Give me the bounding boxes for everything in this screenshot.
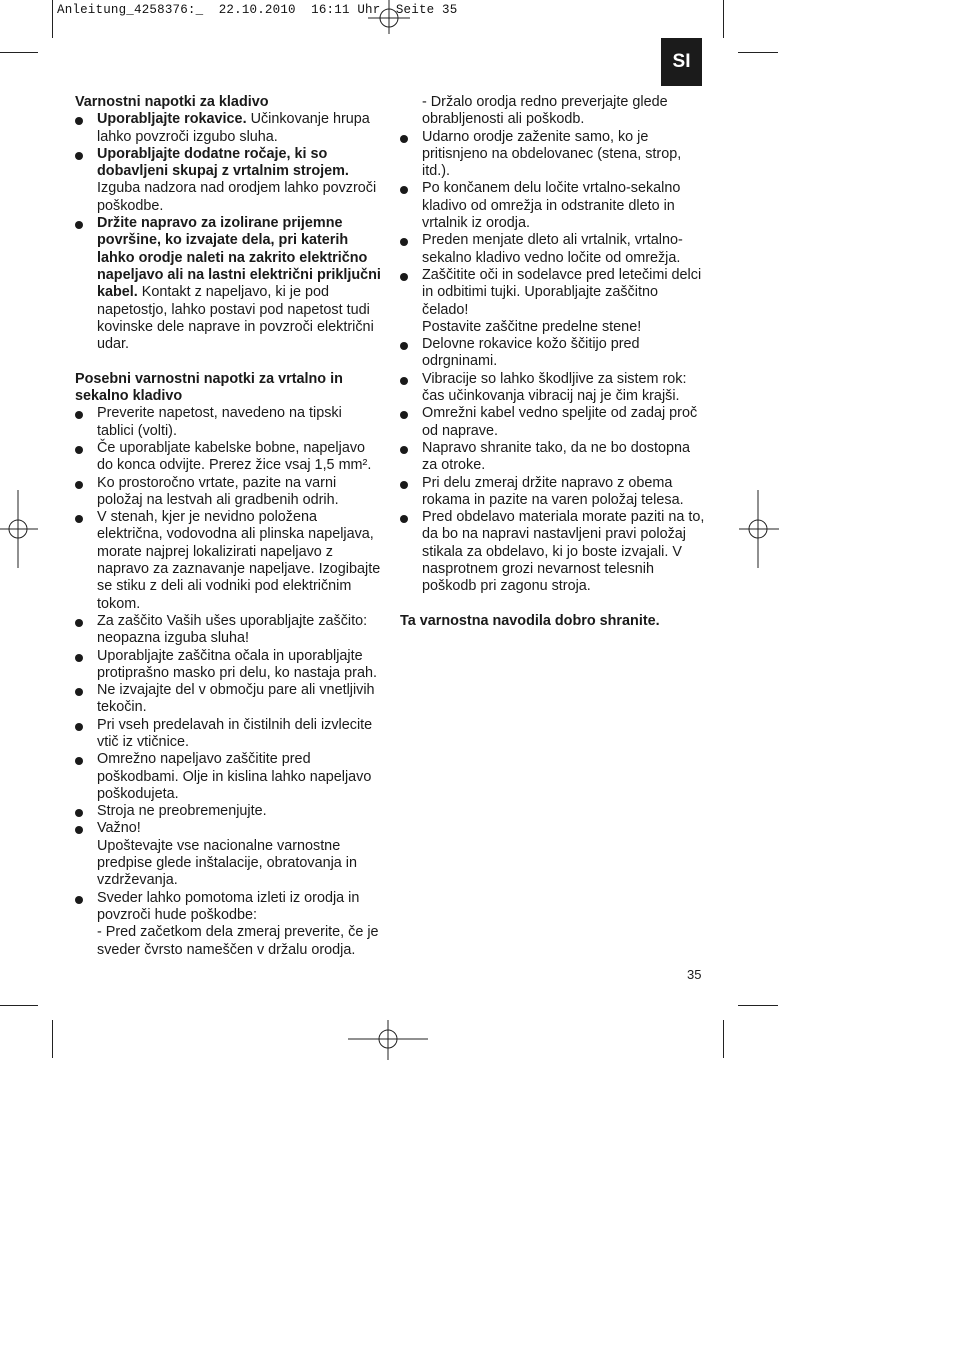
bullet-list (400, 129, 706, 596)
crop-mark (0, 1005, 38, 1006)
list-item: Po končanem delu ločite vrtalno-sekalno kladivo od omrežja in odstranite dleto in vrtalnik iz orodja. (400, 180, 706, 232)
list-item: Uporabljajte dodatne ročaje, ki so dobavljeni skupaj z vrtalnim strojem. Izguba nadzora nad orodjem lahko povzroči poškodbe. (75, 146, 381, 215)
list-item: Držite napravo za izolirane prijemne površine, ko izvajate dela, pri katerih lahko orodje naleti na zakrito električno napeljavo ali na lastni električni priključni kabel. Kontakt z napeljavo, ki je pod napetostjo, lahko postavi pod napetost tudi kovinske dele naprave in povzroči električni udar. (75, 215, 381, 353)
bullet-list (75, 111, 381, 353)
crop-mark (0, 52, 38, 53)
list-item: Napravo shranite tako, da ne bo dostopna za otroke. (400, 440, 706, 475)
list-item: Delovne rokavice kožo ščitijo pred odrgninami. (400, 336, 706, 371)
list-item: Udarno orodje zaženite samo, ko je pritisnjeno na obdelovanec (stena, strop, itd.). (400, 129, 706, 181)
crop-mark (723, 1020, 724, 1058)
crop-mark (738, 1005, 778, 1006)
list-item: Zaščitite oči in sodelavce pred letečimi delci in odbitimi tujki. Uporabljajte zaščitno čelado! Postavite zaščitne predelne stene! (400, 267, 706, 336)
page-number: 35 (687, 967, 702, 982)
section-heading: Posebni varnostni napotki za vrtalno in sekalno kladivo (75, 370, 343, 405)
list-item: Vibracije so lahko škodljive za sistem rok: čas učinkovanja vibracij naj je čim krajši. (400, 371, 706, 406)
print-slug: Anleitung_4258376:_ 22.10.2010 16:11 Uhr Seite 35 (57, 3, 458, 17)
registration-mark-icon (739, 490, 779, 568)
crop-mark (738, 52, 778, 53)
list-item: Preverite napetost, navedeno na tipski tablici (volti). (75, 405, 381, 440)
crop-mark (723, 0, 724, 38)
list-item: Uporabljajte zaščitna očala in uporabljajte protiprašno masko pri delu, ko nastaja prah. (75, 648, 381, 683)
list-item: Ko prostoročno vrtate, pazite na varni položaj na lestvah ali gradbenih odrih. (75, 475, 381, 510)
list-item: Uporabljajte rokavice. Učinkovanje hrupa lahko povzroči izgubo sluha. (75, 111, 381, 146)
registration-mark-icon (0, 490, 38, 568)
crop-mark (52, 0, 53, 38)
crop-mark (52, 1020, 53, 1058)
list-item: Preden menjate dleto ali vrtalnik, vrtalno-sekalno kladivo vedno ločite od omrežja. (400, 232, 706, 267)
registration-mark-icon (368, 0, 410, 34)
list-item: V stenah, kjer je nevidno položena električna, vodovodna ali plinska napeljava, morate najprej lokalizirati napeljavo z napravo za zaznavanje napeljave. Izogibajte se stiku z deli ali vodniki pod električnim tokom. (75, 509, 381, 613)
section-heading: Varnostni napotki za kladivo (75, 94, 269, 110)
list-item: Omrežni kabel vedno speljite od zadaj proč od naprave. (400, 405, 706, 440)
list-item: Pri delu zmeraj držite napravo z obema rokama in pazite na varen položaj telesa. (400, 475, 706, 510)
list-item: Pri vseh predelavah in čistilnih deli izvlecite vtič iz vtičnice. (75, 717, 381, 752)
continuation-text: - Držalo orodja redno preverjajte glede obrabljenosti ali poškodb. (422, 94, 668, 128)
right-column (400, 94, 706, 630)
language-badge: SI (661, 38, 702, 86)
list-item: Pred obdelavo materiala morate paziti na to, da bo na napravi nastavljeni pravi položaj stikala za obdelavo, ki jo boste izvajali. V nasprotnem grozi nevarnost telesnih poškodb pri zagonu stroja. (400, 509, 706, 595)
list-item: Omrežno napeljavo zaščitite pred poškodbami. Olje in kislina lahko napeljavo poškodujeta. (75, 751, 381, 803)
bullet-list (75, 405, 381, 959)
list-item: Stroja ne preobremenjujte. (75, 803, 381, 820)
left-column (75, 94, 381, 959)
list-item: Sveder lahko pomotoma izleti iz orodja in povzroči hude poškodbe: - Pred začetkom dela zmeraj preverite, če je sveder čvrsto nameščen v držalu orodja. (75, 890, 381, 959)
list-item: Važno! Upoštevajte vse nacionalne varnostne predpise glede inštalacije, obratovanja in vzdrževanja. (75, 820, 381, 889)
closing-note: Ta varnostna navodila dobro shranite. (400, 612, 660, 629)
list-item: Za zaščito Vaših ušes uporabljajte zaščito: neopazna izguba sluha! (75, 613, 381, 648)
list-item: Ne izvajajte del v območju pare ali vnetljivih tekočin. (75, 682, 381, 717)
list-item: Če uporabljate kabelske bobne, napeljavo do konca odvijte. Prerez žice vsaj 1,5 mm². (75, 440, 381, 475)
registration-mark-icon (348, 1020, 428, 1060)
